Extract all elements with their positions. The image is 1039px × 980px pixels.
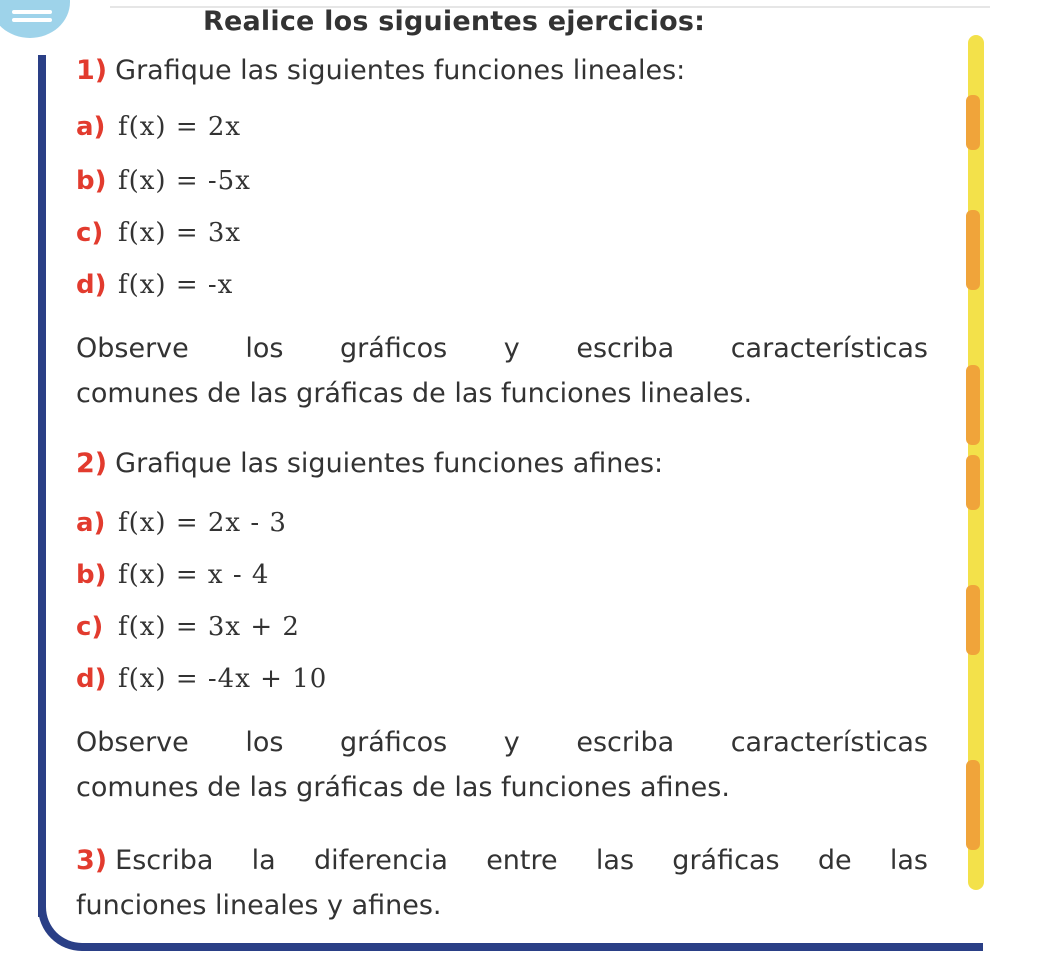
section-2-title-text: Grafique las siguientes funciones afines:: [115, 448, 664, 479]
section-1-number: 1): [76, 55, 108, 86]
decorative-orange-segment: [966, 455, 980, 510]
decorative-orange-segment: [966, 585, 980, 655]
section-3-line-2: funciones lineales y afines.: [76, 890, 442, 921]
section-1-title-text: Grafique las siguientes funciones lineales:: [115, 55, 686, 86]
paragraph-line: Observe los gráficos y escriba características: [76, 333, 928, 364]
section-3-line-1: Escriba la diferencia entre las gráficas de las: [115, 845, 928, 876]
item-letter: b): [76, 560, 107, 590]
paragraph-line: comunes de las gráficas de las funciones afines.: [76, 772, 730, 803]
section-3-number: 3): [76, 845, 108, 876]
decorative-orange-segment: [966, 365, 980, 445]
section-2-number: 2): [76, 448, 108, 479]
section-2-observe-paragraph: [76, 720, 928, 810]
decorative-orange-segment: [966, 760, 980, 850]
section-2-item-b: [76, 560, 269, 590]
section-1-item-b: [76, 166, 251, 196]
item-expression: f(x) = x - 4: [118, 560, 270, 590]
item-letter: c): [76, 218, 104, 248]
corner-badge-icon: [0, 0, 70, 38]
section-1-item-c: [76, 218, 241, 248]
section-1-title: [76, 55, 685, 86]
decorative-orange-segment: [966, 210, 980, 290]
section-3-paragraph: [76, 838, 928, 928]
paragraph-line: comunes de las gráficas de las funciones lineales.: [76, 378, 753, 409]
item-expression: f(x) = -5x: [118, 166, 251, 196]
item-expression: f(x) = 3x + 2: [118, 612, 300, 642]
section-1-item-a: [76, 112, 241, 142]
section-2-item-a: [76, 508, 287, 538]
decorative-orange-segment: [966, 95, 980, 150]
item-expression: f(x) = -x: [118, 270, 234, 300]
item-letter: a): [76, 508, 106, 538]
page-heading: Realice los siguientes ejercicios:: [203, 6, 706, 37]
section-1-observe-paragraph: [76, 326, 928, 416]
item-expression: f(x) = 3x: [118, 218, 242, 248]
paragraph-line: Observe los gráficos y escriba características: [76, 727, 928, 758]
item-letter: d): [76, 664, 107, 694]
section-2-item-d: [76, 664, 327, 694]
item-letter: d): [76, 270, 107, 300]
item-expression: f(x) = 2x: [118, 112, 242, 142]
section-2-item-c: [76, 612, 300, 642]
item-expression: f(x) = 2x - 3: [118, 508, 287, 538]
section-2-title: [76, 448, 663, 479]
item-expression: f(x) = -4x + 10: [118, 664, 328, 694]
section-1-item-d: [76, 270, 233, 300]
item-letter: b): [76, 166, 107, 196]
item-letter: c): [76, 612, 104, 642]
frame-left-border: [38, 55, 46, 917]
item-letter: a): [76, 112, 106, 142]
